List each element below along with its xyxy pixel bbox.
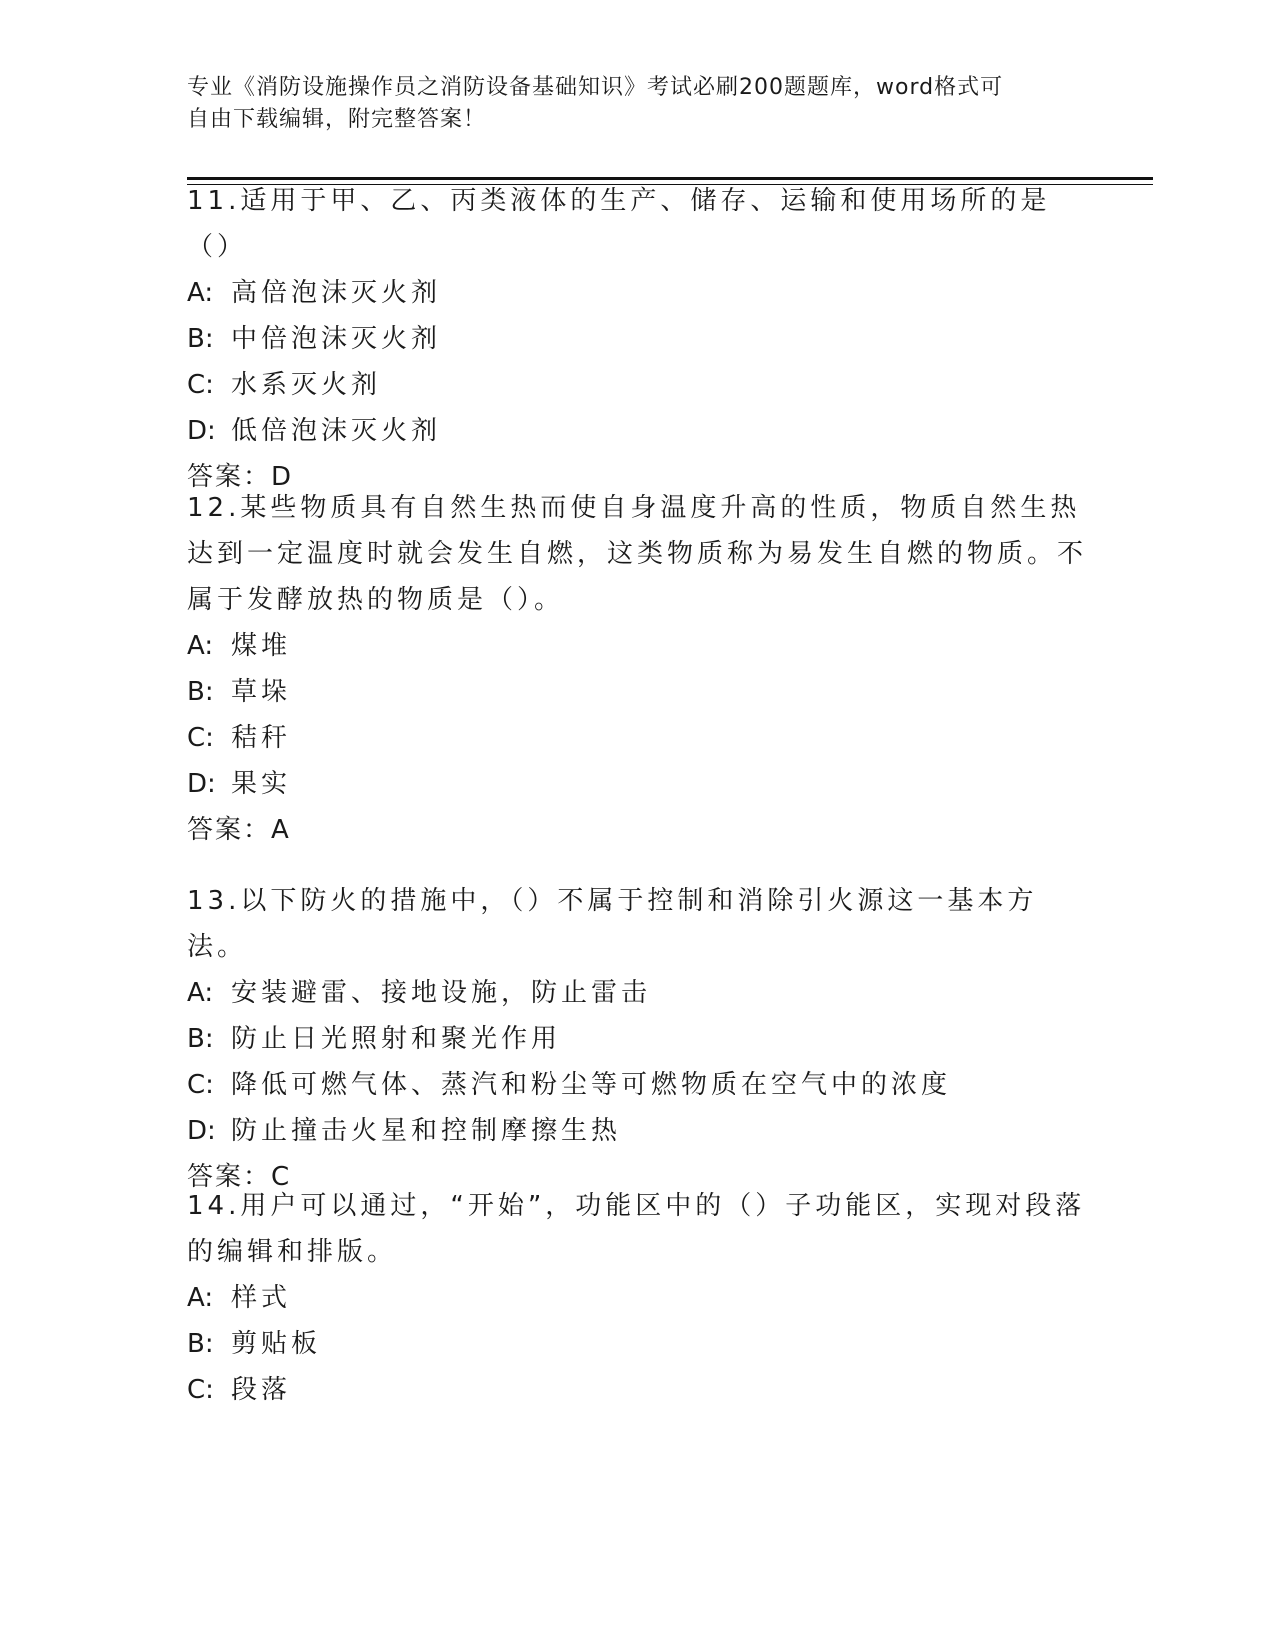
option-text: 剪贴板: [231, 1329, 322, 1359]
option-b: [187, 669, 1087, 715]
question-14: [187, 1183, 1087, 1413]
option-text: 草垛: [231, 677, 292, 707]
option-text: 防止日光照射和聚光作用: [231, 1024, 562, 1054]
option-key: B:: [187, 1329, 214, 1359]
option-d: [187, 761, 1087, 807]
option-text: 安装避雷、接地设施，防止雷击: [231, 978, 652, 1008]
option-key: B:: [187, 1024, 214, 1054]
question-12: [187, 485, 1087, 853]
question-stem: 13.以下防火的措施中，（）不属于控制和消除引火源这一基本方法。: [187, 886, 1038, 962]
option-text: 果实: [231, 769, 292, 799]
option-c: [187, 715, 1087, 761]
option-text: 中倍泡沫灭火剂: [231, 324, 442, 354]
option-key: A:: [187, 631, 214, 661]
answer-line: 答案：A: [187, 815, 291, 845]
option-key: B:: [187, 324, 214, 354]
option-a: [187, 970, 1087, 1016]
option-c: [187, 1367, 1087, 1413]
option-key: C:: [187, 1375, 214, 1405]
option-text: 秸秆: [231, 723, 292, 753]
option-key: C:: [187, 723, 214, 753]
option-key: D:: [187, 416, 216, 446]
option-text: 防止撞击火星和控制摩擦生热: [231, 1116, 622, 1146]
option-text: 降低可燃气体、蒸汽和粉尘等可燃物质在空气中的浓度: [231, 1070, 952, 1100]
option-text: 低倍泡沫灭火剂: [231, 416, 442, 446]
option-key: D:: [187, 769, 216, 799]
question-stem: 11.适用于甲、乙、丙类液体的生产、储存、运输和使用场所的是（）: [187, 186, 1051, 262]
option-key: D:: [187, 1116, 216, 1146]
option-d: [187, 1108, 1087, 1154]
question-13: [187, 878, 1087, 1200]
option-a: [187, 1275, 1087, 1321]
option-key: A:: [187, 1283, 214, 1313]
option-key: B:: [187, 677, 214, 707]
option-c: [187, 1062, 1087, 1108]
option-key: C:: [187, 370, 214, 400]
option-text: 煤堆: [231, 631, 292, 661]
option-b: [187, 1321, 1087, 1367]
answer-line: 答案：C: [187, 1162, 292, 1192]
option-a: [187, 623, 1087, 669]
header-line-2: 自由下载编辑，附完整答案！: [187, 107, 487, 132]
header-line-1: 专业《消防设施操作员之消防设备基础知识》考试必刷200题题库，word格式可: [187, 75, 1004, 100]
option-text: 段落: [231, 1375, 292, 1405]
option-a: [187, 270, 1087, 316]
option-key: A:: [187, 278, 214, 308]
question-stem: 12.某些物质具有自然生热而使自身温度升高的性质，物质自然生热达到一定温度时就会发生自燃，这类物质称为易发生自燃的物质。不属于发酵放热的物质是（）。: [187, 493, 1088, 615]
answer-line: 答案：D: [187, 462, 294, 492]
option-key: C:: [187, 1070, 214, 1100]
document-header: [187, 72, 1087, 136]
question-11: [187, 178, 1087, 500]
option-d: [187, 408, 1087, 454]
option-text: 样式: [231, 1283, 292, 1313]
option-text: 高倍泡沫灭火剂: [231, 278, 442, 308]
option-text: 水系灭火剂: [231, 370, 382, 400]
option-c: [187, 362, 1087, 408]
option-key: A:: [187, 978, 214, 1008]
option-b: [187, 316, 1087, 362]
option-b: [187, 1016, 1087, 1062]
question-stem: 14.用户可以通过，“开始”，功能区中的（）子功能区，实现对段落的编辑和排版。: [187, 1191, 1086, 1267]
